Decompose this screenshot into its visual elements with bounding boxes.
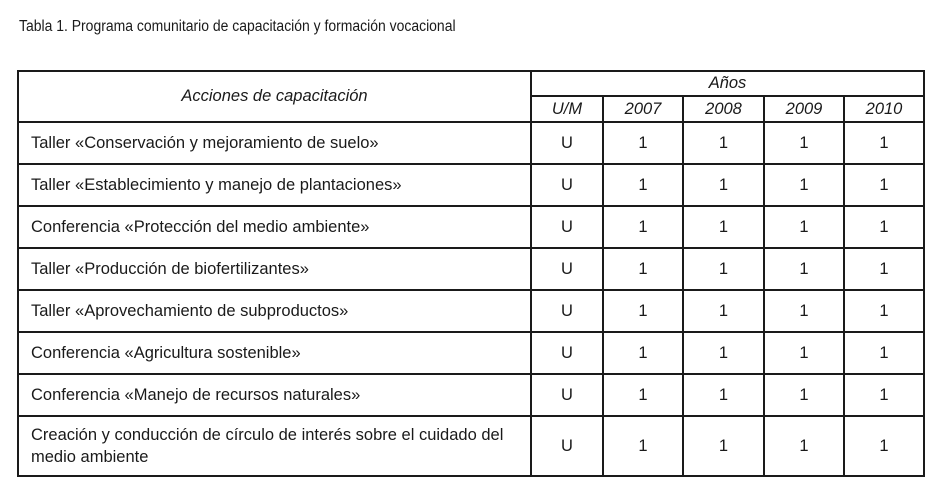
training-table	[17, 70, 925, 477]
year-value-cell: 1	[764, 290, 844, 332]
um-cell: U	[531, 332, 603, 374]
year-value-cell: 1	[603, 122, 683, 164]
year-value-cell: 1	[683, 290, 764, 332]
table-row	[18, 416, 924, 476]
action-cell: Taller «Producción de biofertilizantes»	[18, 248, 531, 290]
table-caption: Tabla 1. Programa comunitario de capacitación y formación vocacional	[19, 18, 456, 35]
header-years: Años	[531, 71, 924, 96]
year-value-cell: 1	[764, 122, 844, 164]
um-cell: U	[531, 248, 603, 290]
header-year: 2008	[683, 96, 764, 122]
year-value-cell: 1	[844, 164, 924, 206]
action-cell: Conferencia «Agricultura sostenible»	[18, 332, 531, 374]
table-row	[18, 206, 924, 248]
year-value-cell: 1	[603, 374, 683, 416]
header-um: U/M	[531, 96, 603, 122]
um-cell: U	[531, 164, 603, 206]
year-value-cell: 1	[844, 332, 924, 374]
year-value-cell: 1	[603, 248, 683, 290]
action-cell: Taller «Aprovechamiento de subproductos»	[18, 290, 531, 332]
header-row	[18, 71, 924, 96]
year-value-cell: 1	[683, 248, 764, 290]
year-value-cell: 1	[603, 290, 683, 332]
year-value-cell: 1	[683, 374, 764, 416]
year-value-cell: 1	[844, 374, 924, 416]
year-value-cell: 1	[764, 164, 844, 206]
year-value-cell: 1	[603, 416, 683, 476]
um-cell: U	[531, 374, 603, 416]
year-value-cell: 1	[683, 206, 764, 248]
um-cell: U	[531, 416, 603, 476]
table-row	[18, 248, 924, 290]
action-cell: Taller «Establecimiento y manejo de plantaciones»	[18, 164, 531, 206]
year-value-cell: 1	[603, 332, 683, 374]
year-value-cell: 1	[683, 416, 764, 476]
year-value-cell: 1	[844, 416, 924, 476]
table-row	[18, 332, 924, 374]
year-value-cell: 1	[844, 290, 924, 332]
header-actions: Acciones de capacitación	[18, 71, 531, 122]
header-year: 2009	[764, 96, 844, 122]
um-cell: U	[531, 122, 603, 164]
year-value-cell: 1	[764, 248, 844, 290]
year-value-cell: 1	[764, 332, 844, 374]
um-cell: U	[531, 290, 603, 332]
year-value-cell: 1	[603, 164, 683, 206]
year-value-cell: 1	[844, 206, 924, 248]
year-value-cell: 1	[764, 416, 844, 476]
year-value-cell: 1	[683, 332, 764, 374]
action-cell: Creación y conducción de círculo de interés sobre el cuidado del medio ambiente	[18, 416, 531, 476]
year-value-cell: 1	[764, 374, 844, 416]
header-year: 2007	[603, 96, 683, 122]
header-year: 2010	[844, 96, 924, 122]
action-cell: Taller «Conservación y mejoramiento de suelo»	[18, 122, 531, 164]
year-value-cell: 1	[764, 206, 844, 248]
table-row	[18, 164, 924, 206]
year-value-cell: 1	[603, 206, 683, 248]
year-value-cell: 1	[844, 122, 924, 164]
um-cell: U	[531, 206, 603, 248]
table-row	[18, 374, 924, 416]
year-value-cell: 1	[683, 164, 764, 206]
table-row	[18, 122, 924, 164]
year-value-cell: 1	[844, 248, 924, 290]
action-cell: Conferencia «Protección del medio ambiente»	[18, 206, 531, 248]
action-cell: Conferencia «Manejo de recursos naturales»	[18, 374, 531, 416]
year-value-cell: 1	[683, 122, 764, 164]
table-row	[18, 290, 924, 332]
